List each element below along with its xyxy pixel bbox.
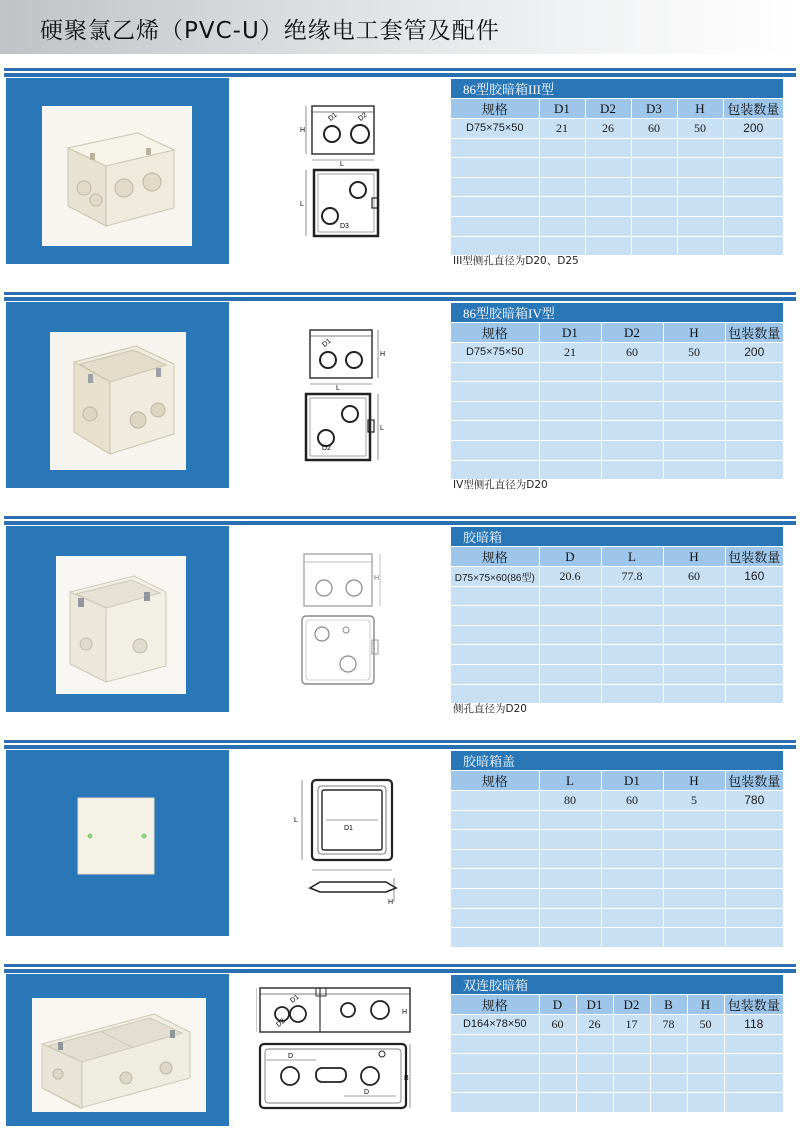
table-cell: 21 [539,343,601,363]
col-header: D1 [539,323,601,343]
col-header: 包装数量 [725,771,784,791]
table-cell: 118 [724,1015,784,1035]
table-cell: D75×75×50 [451,343,539,363]
table-cell: 5 [663,791,725,811]
section-divider [4,292,796,295]
table-cell [451,791,539,811]
col-header: D1 [601,771,663,791]
label-h: H [374,575,380,582]
table-cell: 50 [677,119,723,139]
col-header: H [687,995,724,1015]
spec-table-cover [451,751,784,948]
table-note: 侧孔直径为D20 [453,703,527,715]
table-cell: 60 [601,791,663,811]
label-d3: D3 [340,223,349,230]
col-header: D1 [576,995,613,1015]
label-h: H [402,1009,408,1016]
label-h: H [380,351,386,358]
product-photo-panel [6,526,229,712]
section-divider [4,964,796,967]
table-title: 86型胶暗箱IV型 [451,303,784,323]
table-cell: 50 [687,1015,724,1035]
label-h: H [388,899,394,906]
label-l-top: L [336,385,340,392]
col-header: 包装数量 [725,323,784,343]
col-header: D3 [631,99,677,119]
table-cell: 77.8 [601,567,663,587]
label-d2: D2 [275,1017,287,1029]
spec-table-iv [451,303,784,480]
product-photo-panel [6,78,229,264]
label-d1: D1 [344,825,353,832]
table-cell: 21 [539,119,585,139]
page-title: 硬聚氯乙烯（PVC-U）绝缘电工套管及配件 [40,18,500,44]
section-divider [4,745,796,749]
label-h: H [300,127,306,134]
col-header: 规格 [451,99,539,119]
col-header: 规格 [451,547,539,567]
product-photo-double-box [6,974,229,1126]
product-photo-panel [6,302,229,488]
label-d-bottom: D [364,1089,370,1096]
col-header: D2 [585,99,631,119]
table-cell: 160 [725,567,784,587]
section-divider [4,521,796,525]
label-d-top: D [288,1053,294,1060]
page-header [0,0,800,54]
table-title: 86型胶暗箱III型 [451,79,784,99]
table-cell: 60 [631,119,677,139]
technical-drawing-86 [292,546,392,694]
table-cell: 200 [723,119,784,139]
technical-drawing-iii [292,98,392,246]
section-divider [4,516,796,519]
label-l-side: L [300,201,304,208]
table-cell: 20.6 [539,567,601,587]
section-divider [4,73,796,77]
col-header: H [663,771,725,791]
label-d1: D1 [327,111,339,123]
spec-table-iii [451,79,784,256]
table-cell: 26 [585,119,631,139]
table-title: 胶暗箱盖 [451,751,784,771]
col-header: 规格 [451,995,539,1015]
table-cell: 80 [539,791,601,811]
col-header: H [677,99,723,119]
table-note: IV型侧孔直径为D20 [453,479,548,491]
section-divider [4,969,796,973]
table-cell: 50 [663,343,725,363]
table-cell: 60 [601,343,663,363]
table-cell: D164×78×50 [451,1015,539,1035]
col-header: 规格 [451,771,539,791]
table-title: 胶暗箱 [451,527,784,547]
table-note: III型侧孔直径为D20、D25 [453,255,579,267]
section-divider [4,68,796,71]
product-photo-panel [6,750,229,936]
col-header: 包装数量 [723,99,784,119]
product-photo-box-iv [6,302,229,488]
col-header: D [539,547,601,567]
col-header: H [663,547,725,567]
label-l-top: L [340,161,344,168]
table-cell: 780 [725,791,784,811]
table-cell: 17 [613,1015,650,1035]
product-photo-panel [6,974,229,1126]
table-cell: 60 [663,567,725,587]
col-header: D1 [539,99,585,119]
technical-drawing-cover [290,770,400,920]
col-header: D2 [601,323,663,343]
col-header: 包装数量 [724,995,784,1015]
col-header: D2 [613,995,650,1015]
label-d2: D2 [322,445,331,452]
col-header: B [650,995,687,1015]
product-photo-box-86 [6,526,229,712]
technical-drawing-double [256,980,416,1120]
product-photo-cover [6,750,229,936]
table-cell: D75×75×50 [451,119,539,139]
label-b: B [404,1075,409,1082]
table-cell: 78 [650,1015,687,1035]
label-d2: D2 [357,111,369,123]
spec-table-86 [451,527,784,704]
product-photo-box-iii [6,78,229,264]
table-cell: 200 [725,343,784,363]
label-d1: D1 [289,993,301,1005]
col-header: D [539,995,576,1015]
col-header: 包装数量 [725,547,784,567]
technical-drawing-iv [292,322,392,470]
section-divider [4,297,796,301]
label-l: L [294,817,298,824]
table-cell: 26 [576,1015,613,1035]
spec-table-double [451,975,784,1113]
col-header: L [539,771,601,791]
table-title: 双连胶暗箱 [451,975,784,995]
section-divider [4,740,796,743]
col-header: L [601,547,663,567]
label-l-side: L [380,425,384,432]
col-header: 规格 [451,323,539,343]
table-cell: D75×75×60(86型) [451,567,539,587]
table-cell: 60 [539,1015,576,1035]
label-d1: D1 [321,337,333,349]
col-header: H [663,323,725,343]
